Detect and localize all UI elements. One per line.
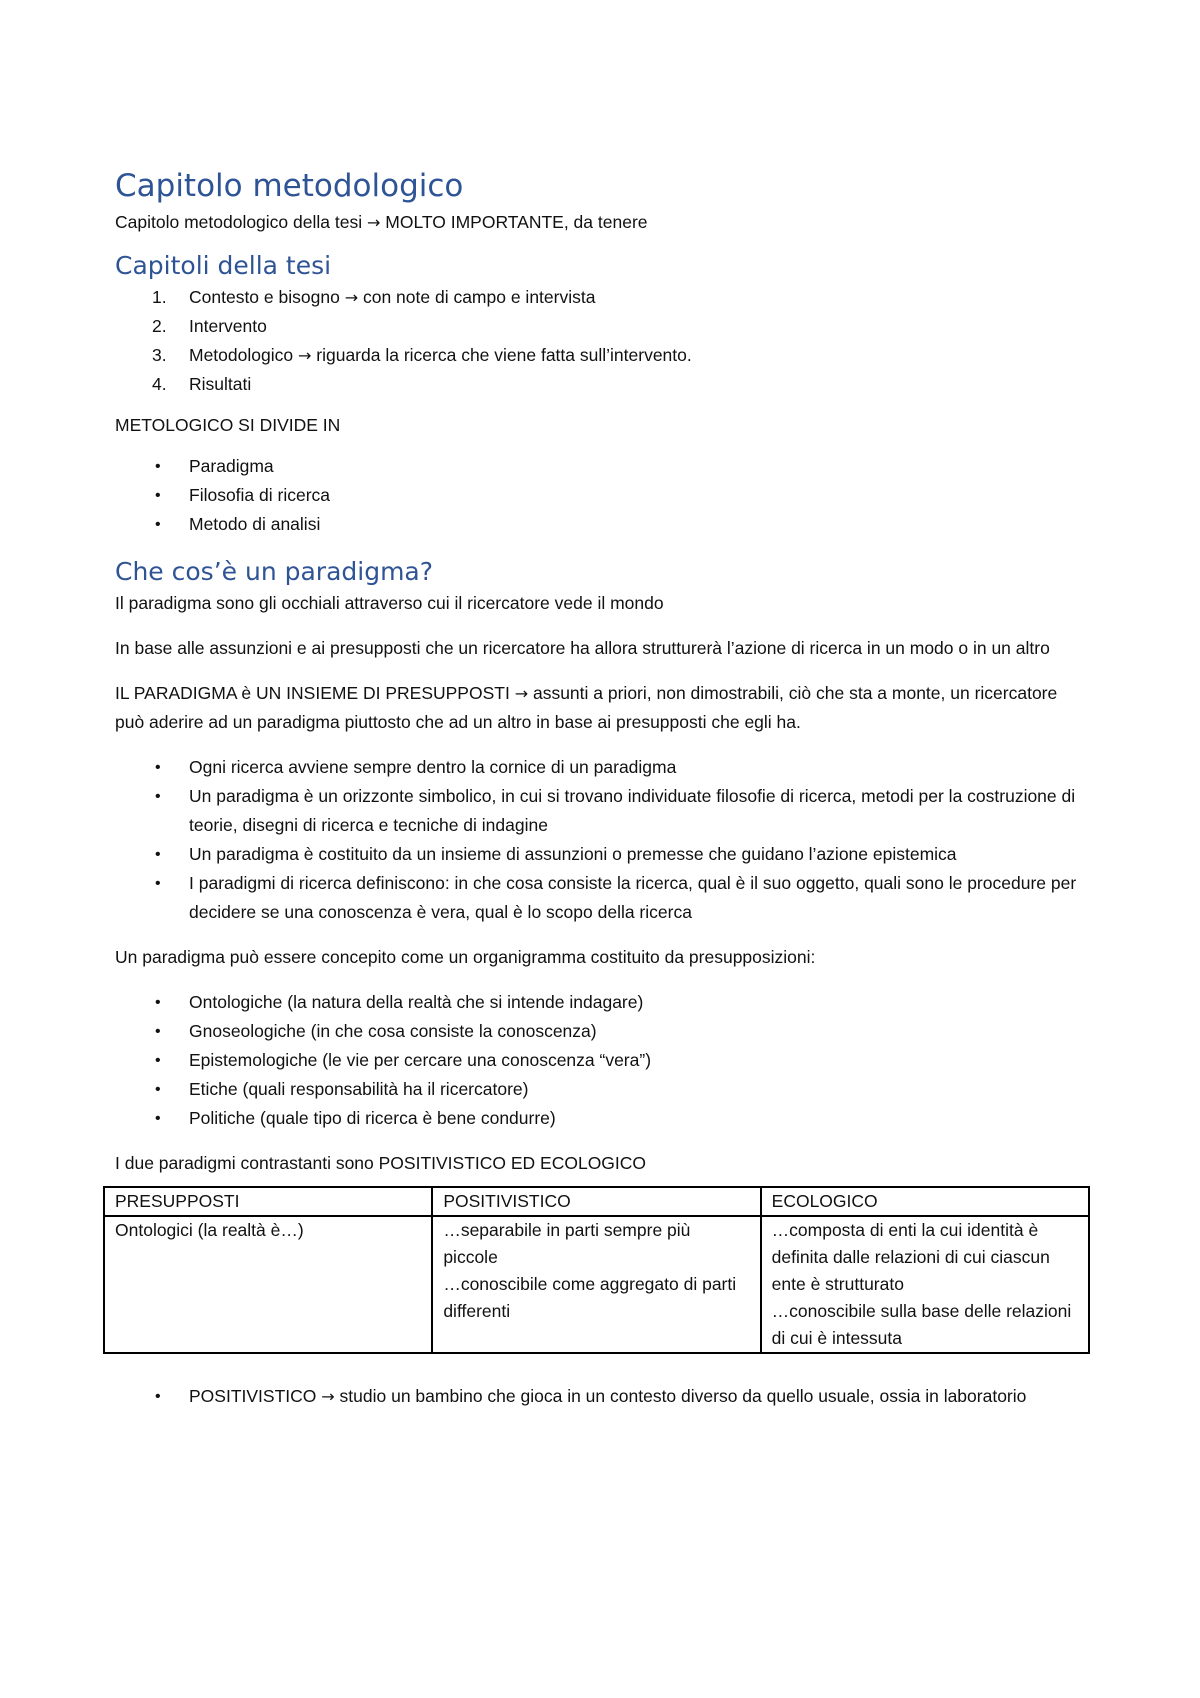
bullet-icon: •: [155, 458, 161, 475]
chapter-label: Metodologico: [189, 345, 294, 365]
paradigm-table: [103, 1186, 1090, 1354]
list-number: 3.: [152, 345, 167, 365]
list-number: 4.: [152, 374, 167, 394]
list-item-text: Paradigma: [189, 456, 274, 476]
final-list: [115, 1382, 1090, 1411]
document-content: [115, 166, 1090, 1427]
arrow-right-icon: →: [514, 684, 529, 703]
cell-line: …conoscibile sulla base delle relazioni di cui è intessuta: [771, 1301, 1072, 1348]
table-header-cell: PRESUPPOSTI: [104, 1187, 432, 1216]
chapter-note: riguarda la ricerca che viene fatta sull’intervento.: [316, 345, 692, 365]
chapters-heading: Capitoli della tesi: [115, 251, 332, 280]
list-item: [115, 782, 1090, 840]
page-title: Capitolo metodologico: [115, 168, 464, 204]
bullet-icon: •: [155, 516, 161, 533]
list-item-text: Filosofia di ricerca: [189, 485, 331, 505]
list-number: 2.: [152, 316, 167, 336]
bullet-icon: •: [155, 846, 161, 863]
method-list: [115, 452, 1090, 539]
list-item: [115, 1017, 1090, 1046]
list-item-text: Ogni ricerca avviene sempre dentro la cornice di un paradigma: [189, 757, 677, 777]
chapter-label: Contesto e bisogno: [189, 287, 340, 307]
paradigm-definition-detail: assunti a priori, non dimostrabili, ciò che sta a monte, un ricercatore può aderire ad un paradigma piuttosto che ad un altro in base ai presupposti che egli ha.: [115, 683, 1058, 732]
list-item: [115, 1382, 1090, 1411]
chapter-label: Intervento: [189, 316, 267, 336]
arrow-right-icon: →: [297, 346, 312, 365]
list-item-text: Epistemologiche (le vie per cercare una conoscenza “vera”): [189, 1050, 652, 1070]
list-item-text: Un paradigma è costituito da un insieme di assunzioni o premesse che guidano l’azione epistemica: [189, 844, 957, 864]
list-item: [115, 1104, 1090, 1133]
intro-paragraph: [115, 208, 1090, 237]
paradigm-paragraph-1: Il paradigma sono gli occhiali attraverso cui il ricercatore vede il mondo: [115, 593, 664, 613]
bullet-icon: •: [155, 1110, 161, 1127]
cell-line: …composta di enti la cui identità è definita dalle relazioni di cui ciascun ente è strutturato: [771, 1220, 1050, 1294]
list-item-text: Metodo di analisi: [189, 514, 321, 534]
list-item-text: Un paradigma è un orizzonte simbolico, in cui si trovano individuate filosofie di ricerca, metodi per la costruzione di teorie, disegni di ricerca e tecniche di indagine: [189, 786, 1076, 835]
arrow-right-icon: →: [366, 213, 381, 232]
chapter-note: con note di campo e intervista: [362, 287, 596, 307]
chapters-list: [115, 283, 1090, 399]
bullet-icon: •: [155, 1023, 161, 1040]
intro-emphasis: MOLTO IMPORTANTE, da tenere: [385, 212, 648, 232]
list-item: [115, 840, 1090, 869]
table-row: [104, 1216, 1089, 1353]
paradigm-definition: IL PARADIGMA è UN INSIEME DI PRESUPPOSTI: [115, 683, 510, 703]
arrow-right-icon: →: [344, 288, 359, 307]
paradigm-paragraph-3: [115, 679, 1090, 737]
list-item-text: Etiche (quali responsabilità ha il ricercatore): [189, 1079, 529, 1099]
list-item-text: Politiche (quale tipo di ricerca è bene condurre): [189, 1108, 556, 1128]
table-cell: [761, 1216, 1089, 1353]
bullet-icon: •: [155, 788, 161, 805]
bullet-icon: •: [155, 994, 161, 1011]
list-item: [115, 1046, 1090, 1075]
chapter-label: Risultati: [189, 374, 252, 394]
cell-line: …conoscibile come aggregato di parti differenti: [443, 1274, 737, 1321]
list-item: [115, 481, 1090, 510]
final-text: studio un bambino che gioca in un contesto diverso da quello usuale, ossia in laboratorio: [339, 1386, 1027, 1406]
table-header-cell: ECOLOGICO: [761, 1187, 1089, 1216]
final-label: POSITIVISTICO: [189, 1386, 317, 1406]
list-item: [115, 510, 1090, 539]
table-header-row: [104, 1187, 1089, 1216]
list-item: [115, 370, 1090, 399]
paradigm-paragraph-2: In base alle assunzioni e ai presupposti che un ricercatore ha allora strutturerà l’azione di ricerca in un modo o in un altro: [115, 638, 1050, 658]
paradigm-bullets: [115, 753, 1090, 927]
list-item: [115, 1075, 1090, 1104]
list-number: 1.: [152, 287, 167, 307]
bullet-icon: •: [155, 875, 161, 892]
paradigm-paragraph-4: Un paradigma può essere concepito come un organigramma costituito da presupposizioni:: [115, 947, 816, 967]
bullet-icon: •: [155, 1052, 161, 1069]
intro-text: Capitolo metodologico della tesi: [115, 212, 363, 232]
list-item: [115, 988, 1090, 1017]
bullet-icon: •: [155, 1081, 161, 1098]
table-cell: [432, 1216, 760, 1353]
list-item-text: I paradigmi di ricerca definiscono: in che cosa consiste la ricerca, qual è il suo oggetto, quali sono le procedure per decidere se una conoscenza è vera, qual è lo scopo della ricerca: [189, 873, 1077, 922]
method-heading: METOLOGICO SI DIVIDE IN: [115, 415, 341, 435]
list-item: [115, 341, 1090, 370]
paradigm-heading: Che cos’è un paradigma?: [115, 557, 434, 586]
list-item: [115, 283, 1090, 312]
paradigm-paragraph-5: I due paradigmi contrastanti sono POSITIVISTICO ED ECOLOGICO: [115, 1153, 647, 1173]
list-item: [115, 869, 1090, 927]
arrow-right-icon: →: [321, 1387, 335, 1406]
list-item-text: Gnoseologiche (in che cosa consiste la conoscenza): [189, 1021, 597, 1041]
table-cell: Ontologici (la realtà è…): [104, 1216, 432, 1353]
list-item: [115, 452, 1090, 481]
table-header-cell: POSITIVISTICO: [432, 1187, 760, 1216]
bullet-icon: •: [155, 487, 161, 504]
list-item: [115, 753, 1090, 782]
bullet-icon: •: [155, 759, 161, 776]
list-item-text: Ontologiche (la natura della realtà che si intende indagare): [189, 992, 644, 1012]
list-item: [115, 312, 1090, 341]
cell-line: …separabile in parti sempre più piccole: [443, 1220, 691, 1267]
bullet-icon: •: [155, 1388, 161, 1405]
presupposition-list: [115, 988, 1090, 1133]
